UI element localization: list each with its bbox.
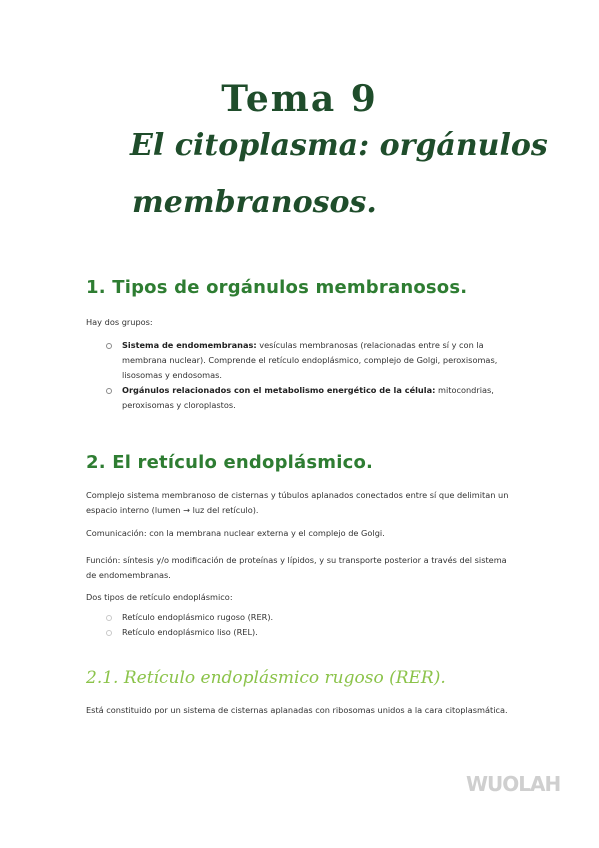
section-1-heading: 1. Tipos de orgánulos membranosos. — [86, 277, 468, 298]
list-item — [106, 338, 516, 383]
tema-number: Tema 9 — [221, 78, 378, 120]
section-2-paragraph-3: Función: síntesis y/o modificación de proteínas y lípidos, y su transporte posterior a través del sistema de endomembranas. — [86, 555, 507, 580]
list-item-text: Retículo endoplásmico rugoso (RER). — [122, 612, 274, 622]
section-2-1-heading: 2.1. Retículo endoplásmico rugoso (RER). — [86, 668, 446, 688]
section-2-paragraph-2: Comunicación: con la membrana nuclear externa y el complejo de Golgi. — [86, 528, 385, 538]
section-2-1-paragraph: Está constituido por un sistema de cisternas aplanadas con ribosomas unidos a la cara citoplasmática. — [86, 705, 508, 715]
list-item — [106, 610, 516, 625]
list-item-bold: Sistema de endomembranas: — [122, 340, 257, 350]
chapter-title-line1: El citoplasma: orgánulos — [130, 128, 548, 163]
section-2-heading: 2. El retículo endoplásmico. — [86, 452, 374, 473]
list-item-text: Retículo endoplásmico liso (REL). — [122, 627, 258, 637]
list-item-text: vesículas membranosas (relacionadas entre sí y con la membrana nuclear). Comprende el retículo endoplásmico, complejo de Golgi, peroxisomas, lisosomas y endosomas. — [122, 340, 498, 380]
organelle-group-list — [106, 338, 516, 413]
list-item-bold: Orgánulos relacionados con el metabolismo energético de la célula: — [122, 385, 436, 395]
wuolah-watermark-logo: WUOLAH — [466, 772, 561, 796]
circle-bullet-icon — [106, 630, 112, 636]
list-item — [106, 383, 516, 413]
list-item-text: mitocondrias, peroxisomas y cloroplastos. — [122, 385, 494, 410]
reticulum-types-list — [106, 610, 516, 640]
section-2-paragraph-1: Complejo sistema membranoso de cisternas y túbulos aplanados conectados entre sí que delimitan un espacio interno (lumen → luz del retículo). — [86, 490, 509, 515]
chapter-title-line2: membranosos. — [132, 185, 377, 220]
list-item — [106, 625, 516, 640]
section-2-paragraph-4: Dos tipos de retículo endoplásmico: — [86, 592, 233, 602]
section-1-intro: Hay dos grupos: — [86, 317, 153, 327]
circle-bullet-icon — [106, 388, 112, 394]
circle-bullet-icon — [106, 615, 112, 621]
circle-bullet-icon — [106, 343, 112, 349]
